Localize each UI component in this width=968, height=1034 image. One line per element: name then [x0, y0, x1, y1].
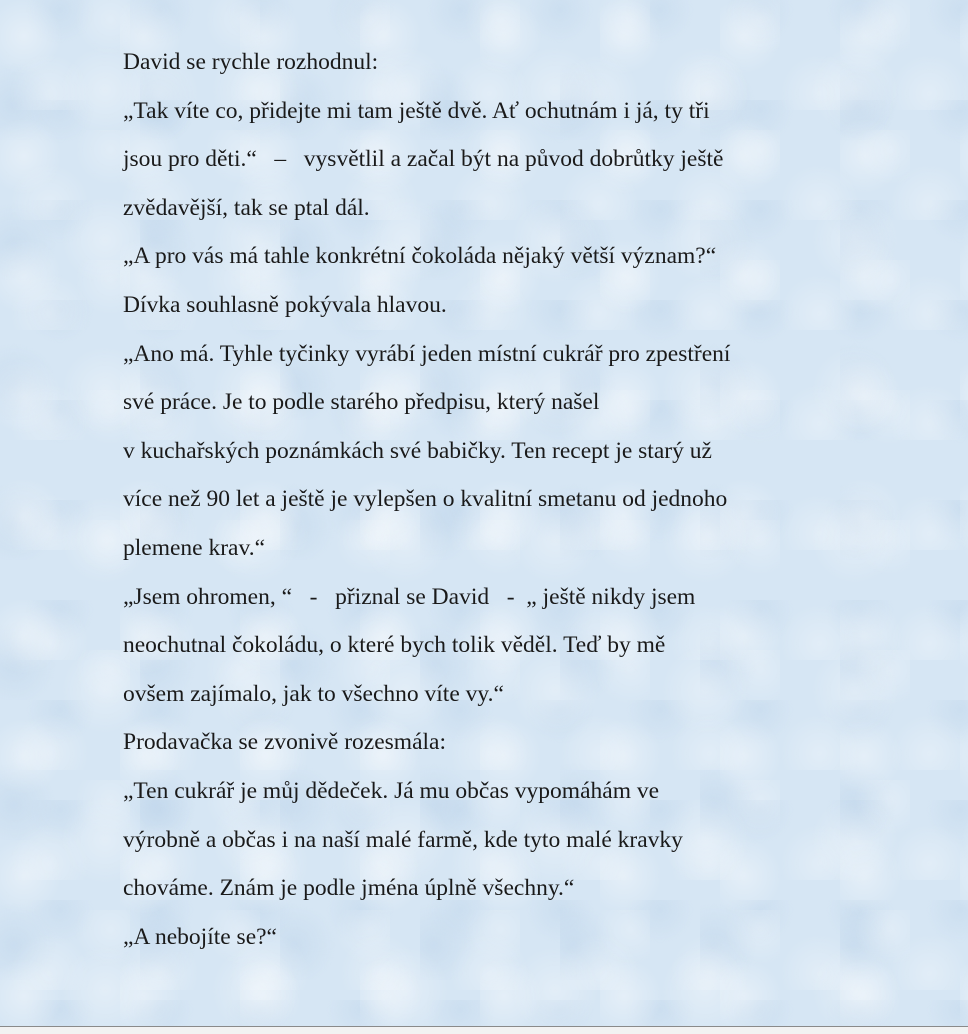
story-text [123, 38, 883, 961]
text-line-3: jsou pro děti.“ – vysvětlil a začal být na původ dobrůtky ještě [123, 146, 724, 173]
text-line-1: David se rychle rozhodnul: [123, 49, 379, 75]
text-line-13: neochutnal čokoládu, o které bych tolik věděl. Teď by mě [123, 632, 666, 659]
bottom-strip [0, 1027, 968, 1034]
text-line-8: své práce. Je to podle starého předpisu, který našel [123, 389, 600, 416]
text-line-11: plemene krav.“ [123, 534, 266, 561]
text-line-4: zvědavější, tak se ptal dál. [123, 194, 370, 221]
text-line-7: „Ano má. Tyhle tyčinky vyrábí jeden místní cukrář pro zpestření [123, 340, 731, 367]
text-line-16: „Ten cukrář je můj dědeček. Já mu občas vypomáhám ve [123, 777, 660, 804]
text-line-19: „A nebojíte se?“ [123, 923, 277, 950]
text-line-15: Prodavačka se zvonivě rozesmála: [123, 729, 446, 756]
text-line-12: „Jsem ohromen, “ - přiznal se David - „ ještě nikdy jsem [123, 583, 696, 610]
text-line-14: ovšem zajímalo, jak to všechno víte vy.“ [123, 680, 504, 707]
text-line-17: výrobně a občas i na naší malé farmě, kde tyto malé kravky [123, 826, 683, 853]
text-line-2: „Tak víte co, přidejte mi tam ještě dvě. Ať ochutnám i já, ty tři [123, 97, 710, 124]
text-line-6: Dívka souhlasně pokývala hlavou. [123, 291, 447, 318]
text-line-10: více než 90 let a ještě je vylepšen o kvalitní smetanu od jednoho [123, 486, 728, 513]
text-line-18: chováme. Znám je podle jména úplně všechny.“ [123, 875, 575, 902]
text-line-5: „A pro vás má tahle konkrétní čokoláda nějaký větší význam?“ [123, 243, 717, 270]
text-line-9: v kuchařských poznámkách své babičky. Ten recept je starý už [123, 437, 712, 464]
